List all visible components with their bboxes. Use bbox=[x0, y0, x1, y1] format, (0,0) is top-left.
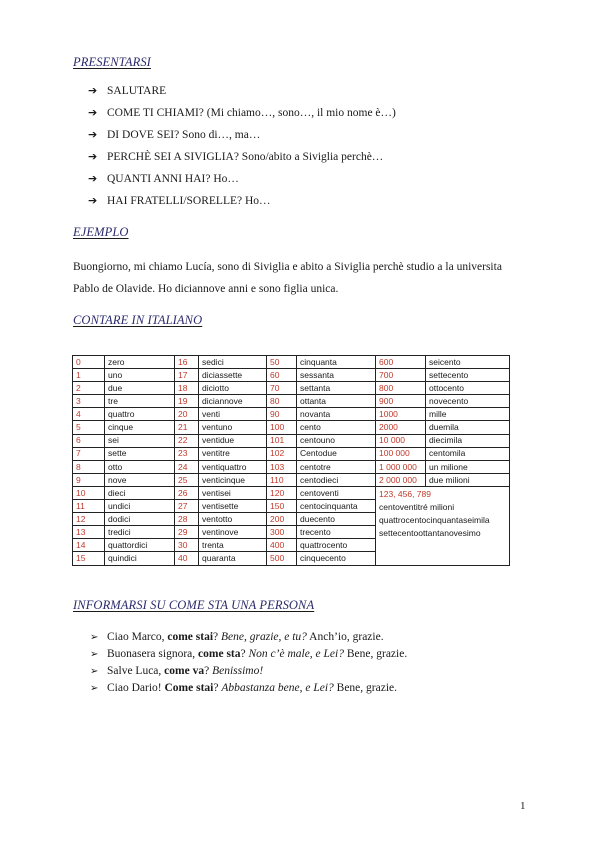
number-cell: 1000 bbox=[376, 408, 426, 421]
number-cell: 900 bbox=[376, 395, 426, 408]
number-cell: 6 bbox=[73, 434, 105, 447]
number-cell: 100 000 bbox=[376, 447, 426, 460]
word-cell: trenta bbox=[199, 539, 267, 552]
number-cell: 800 bbox=[376, 382, 426, 395]
list-item: ➔ COME TI CHIAMI? (Mi chiamo…, sono…, il mio nome è…) bbox=[88, 102, 396, 124]
number-cell: 10 000 bbox=[376, 434, 426, 447]
number-cell: 30 bbox=[175, 539, 199, 552]
word-cell: mille bbox=[426, 408, 510, 421]
number-cell: 24 bbox=[175, 460, 199, 473]
word-cell: quaranta bbox=[199, 552, 267, 565]
number-cell: 22 bbox=[175, 434, 199, 447]
list-item: ➔ SALUTARE bbox=[88, 80, 396, 102]
arrow-right-icon: ➔ bbox=[88, 84, 98, 97]
table-row bbox=[73, 434, 510, 447]
number-cell: 4 bbox=[73, 408, 105, 421]
number-cell: 80 bbox=[267, 395, 297, 408]
word-cell: venti bbox=[199, 408, 267, 421]
word-cell: novanta bbox=[297, 408, 376, 421]
number-cell: 600 bbox=[376, 356, 426, 369]
number-cell: 120 bbox=[267, 486, 297, 499]
word-cell: quattrocento bbox=[297, 539, 376, 552]
dialogue-item: ➢ Buonasera signora, come sta? Non c’è male, e Lei? Bene, grazie. bbox=[90, 646, 407, 663]
number-cell: 70 bbox=[267, 382, 297, 395]
word-cell: uno bbox=[105, 369, 175, 382]
word-cell: centotre bbox=[297, 460, 376, 473]
word-cell: zero bbox=[105, 356, 175, 369]
table-row bbox=[73, 421, 510, 434]
arrowhead-icon: ➢ bbox=[90, 683, 99, 694]
number-cell: 14 bbox=[73, 539, 105, 552]
table-row bbox=[73, 447, 510, 460]
word-cell: ottanta bbox=[297, 395, 376, 408]
word-cell: ventinove bbox=[199, 526, 267, 539]
number-cell: 700 bbox=[376, 369, 426, 382]
number-cell: 200 bbox=[267, 513, 297, 526]
number-cell: 110 bbox=[267, 473, 297, 486]
table-row bbox=[73, 460, 510, 473]
number-cell: 300 bbox=[267, 526, 297, 539]
word-cell: centoventi bbox=[297, 486, 376, 499]
number-cell: 27 bbox=[175, 500, 199, 513]
number-cell: 2 bbox=[73, 382, 105, 395]
arrow-right-icon: ➔ bbox=[88, 106, 98, 119]
word-cell: sedici bbox=[199, 356, 267, 369]
word-cell: diciotto bbox=[199, 382, 267, 395]
list-item: ➔ HAI FRATELLI/SORELLE? Ho… bbox=[88, 190, 396, 212]
number-cell: 23 bbox=[175, 447, 199, 460]
word-cell: ventotto bbox=[199, 513, 267, 526]
word-cell: duemila bbox=[426, 421, 510, 434]
word-cell: centouno bbox=[297, 434, 376, 447]
word-cell: diciannove bbox=[199, 395, 267, 408]
number-cell: 16 bbox=[175, 356, 199, 369]
number-cell: 50 bbox=[267, 356, 297, 369]
arrowhead-icon: ➢ bbox=[90, 649, 99, 660]
arrowhead-icon: ➢ bbox=[90, 666, 99, 677]
number-cell: 17 bbox=[175, 369, 199, 382]
list-item: ➔ DI DOVE SEI? Sono di…, ma… bbox=[88, 124, 396, 146]
word-cell: ventitre bbox=[199, 447, 267, 460]
word-cell: diecimila bbox=[426, 434, 510, 447]
word-cell: seicento bbox=[426, 356, 510, 369]
number-cell: 18 bbox=[175, 382, 199, 395]
word-cell: centocinquanta bbox=[297, 500, 376, 513]
number-cell: 8 bbox=[73, 460, 105, 473]
table-row bbox=[73, 356, 510, 369]
number-cell: 5 bbox=[73, 421, 105, 434]
number-cell: 1 000 000 bbox=[376, 460, 426, 473]
word-cell: sessanta bbox=[297, 369, 376, 382]
word-cell: cinquecento bbox=[297, 552, 376, 565]
word-cell: ventiquattro bbox=[199, 460, 267, 473]
dialogue-list bbox=[90, 629, 407, 697]
number-cell: 19 bbox=[175, 395, 199, 408]
word-cell: ventuno bbox=[199, 421, 267, 434]
word-cell: novecento bbox=[426, 395, 510, 408]
word-cell: centodieci bbox=[297, 473, 376, 486]
number-cell: 0 bbox=[73, 356, 105, 369]
word-cell: ventisette bbox=[199, 500, 267, 513]
arrow-right-icon: ➔ bbox=[88, 150, 98, 163]
dialogue-item: ➢ Ciao Marco, come stai? Bene, grazie, e tu? Anch’io, grazie. bbox=[90, 629, 407, 646]
word-cell: otto bbox=[105, 460, 175, 473]
word-cell: ventisei bbox=[199, 486, 267, 499]
word-cell: tredici bbox=[105, 526, 175, 539]
word-cell: un milione bbox=[426, 460, 510, 473]
heading-ejemplo: EJEMPLO bbox=[73, 225, 129, 239]
number-cell: 26 bbox=[175, 486, 199, 499]
number-cell: 40 bbox=[175, 552, 199, 565]
word-cell: cento bbox=[297, 421, 376, 434]
word-cell: quattordici bbox=[105, 539, 175, 552]
number-cell: 9 bbox=[73, 473, 105, 486]
number-cell: 12 bbox=[73, 513, 105, 526]
heading-informarsi: INFORMARSI SU COME STA UNA PERSONA bbox=[73, 598, 315, 612]
number-cell: 29 bbox=[175, 526, 199, 539]
example-line-2: Pablo de Olavide. Ho diciannove anni e sono figlia unica. bbox=[73, 283, 339, 295]
word-cell: dieci bbox=[105, 486, 175, 499]
presentarsi-list bbox=[88, 80, 396, 212]
word-cell: centomila bbox=[426, 447, 510, 460]
number-cell: 3 bbox=[73, 395, 105, 408]
number-cell: 13 bbox=[73, 526, 105, 539]
heading-presentarsi: PRESENTARSI bbox=[73, 55, 151, 69]
word-cell: ventidue bbox=[199, 434, 267, 447]
word-cell: ottocento bbox=[426, 382, 510, 395]
page-number: 1 bbox=[520, 800, 526, 812]
word-cell: duecento bbox=[297, 513, 376, 526]
word-cell: trecento bbox=[297, 526, 376, 539]
word-cell: cinquanta bbox=[297, 356, 376, 369]
table-row bbox=[73, 382, 510, 395]
number-cell: 90 bbox=[267, 408, 297, 421]
big-number-line: settecentoottantanovesimo bbox=[379, 527, 481, 538]
heading-contare: CONTARE IN ITALIANO bbox=[73, 313, 203, 327]
example-paragraph bbox=[73, 256, 533, 300]
number-cell: 11 bbox=[73, 500, 105, 513]
word-cell: venticinque bbox=[199, 473, 267, 486]
number-cell: 7 bbox=[73, 447, 105, 460]
arrow-right-icon: ➔ bbox=[88, 194, 98, 207]
big-number-cell bbox=[376, 486, 510, 565]
word-cell: diciassette bbox=[199, 369, 267, 382]
number-cell: 15 bbox=[73, 552, 105, 565]
word-cell: quattro bbox=[105, 408, 175, 421]
numbers-table bbox=[72, 355, 510, 566]
list-item: ➔ QUANTI ANNI HAI? Ho… bbox=[88, 168, 396, 190]
number-cell: 10 bbox=[73, 486, 105, 499]
number-cell: 500 bbox=[267, 552, 297, 565]
big-number-line: 123, 456, 789 bbox=[379, 488, 431, 499]
number-cell: 60 bbox=[267, 369, 297, 382]
number-cell: 150 bbox=[267, 500, 297, 513]
word-cell: quindici bbox=[105, 552, 175, 565]
big-number-line: centoventitré milioni bbox=[379, 501, 455, 512]
arrowhead-icon: ➢ bbox=[90, 632, 99, 643]
table-row bbox=[73, 486, 510, 499]
number-cell: 2 000 000 bbox=[376, 473, 426, 486]
dialogue-item: ➢ Ciao Dario! Come stai? Abbastanza bene, e Lei? Bene, grazie. bbox=[90, 680, 407, 697]
example-line-1: Buongiorno, mi chiamo Lucía, sono di Siviglia e abito a Siviglia perchè studio a la universita bbox=[73, 261, 502, 273]
number-cell: 25 bbox=[175, 473, 199, 486]
number-cell: 20 bbox=[175, 408, 199, 421]
big-number-line: quattrocentocinquantaseimila bbox=[379, 514, 490, 525]
word-cell: settanta bbox=[297, 382, 376, 395]
number-cell: 100 bbox=[267, 421, 297, 434]
number-cell: 102 bbox=[267, 447, 297, 460]
word-cell: due bbox=[105, 382, 175, 395]
word-cell: cinque bbox=[105, 421, 175, 434]
word-cell: undici bbox=[105, 500, 175, 513]
arrow-right-icon: ➔ bbox=[88, 172, 98, 185]
table-row bbox=[73, 369, 510, 382]
number-cell: 103 bbox=[267, 460, 297, 473]
number-cell: 21 bbox=[175, 421, 199, 434]
word-cell: sette bbox=[105, 447, 175, 460]
word-cell: nove bbox=[105, 473, 175, 486]
number-cell: 28 bbox=[175, 513, 199, 526]
dialogue-item: ➢ Salve Luca, come va? Benissimo! bbox=[90, 663, 407, 680]
word-cell: sei bbox=[105, 434, 175, 447]
number-cell: 400 bbox=[267, 539, 297, 552]
number-cell: 2000 bbox=[376, 421, 426, 434]
table-row bbox=[73, 408, 510, 421]
number-cell: 101 bbox=[267, 434, 297, 447]
word-cell: settecento bbox=[426, 369, 510, 382]
list-item: ➔ PERCHÈ SEI A SIVIGLIA? Sono/abito a Siviglia perchè… bbox=[88, 146, 396, 168]
table-row bbox=[73, 473, 510, 486]
number-cell: 1 bbox=[73, 369, 105, 382]
table-row bbox=[73, 395, 510, 408]
word-cell: dodici bbox=[105, 513, 175, 526]
arrow-right-icon: ➔ bbox=[88, 128, 98, 141]
word-cell: Centodue bbox=[297, 447, 376, 460]
word-cell: tre bbox=[105, 395, 175, 408]
word-cell: due milioni bbox=[426, 473, 510, 486]
